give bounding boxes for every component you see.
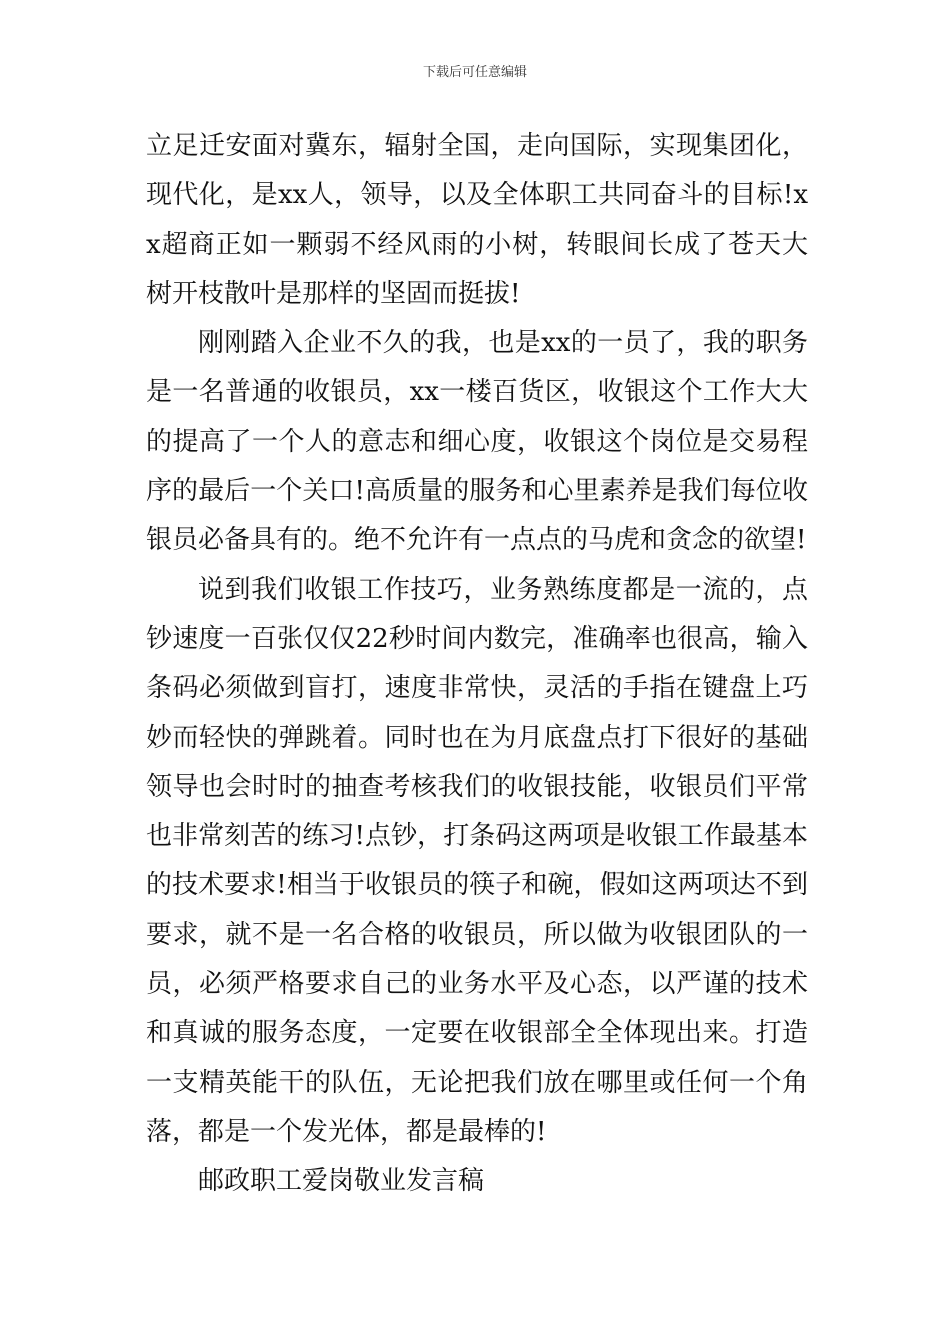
paragraph-intro: 立足迁安面对冀东，辐射全国，走向国际，实现集团化，现代化，是xx人，领导，以及全体职工共同奋斗的目标!xx超商正如一颗弱不经风雨的小树，转眼间长成了苍天大树开枝散叶是那样的坚固而挺拔! — [146, 131, 808, 309]
paragraph-cashier-role: 刚刚踏入企业不久的我，也是xx的一员了，我的职务是一名普通的收银员，xx一楼百货区，收银这个工作大大的提高了一个人的意志和细心度，收银这个岗位是交易程序的最后一个关口!高质量的服务和心里素养是我们每位收银员必备具有的。绝不允许有一点点的马虎和贪念的欲望! — [146, 328, 808, 556]
paragraph-cashier-skills: 说到我们收银工作技巧，业务熟练度都是一流的，点钞速度一百张仅仅22秒时间内数完，准确率也很高，输入条码必须做到盲打，速度非常快，灵活的手指在键盘上巧妙而轻快的弹跳着。同时也在为月底盘点打下很好的基础领导也会时时的抽查考核我们的收银技能，收银员们平常也非常刻苦的练习!点钞，打条码这两项是收银工作最基本的技术要求!相当于收银员的筷子和碗，假如这两项达不到要求，就不是一名合格的收银员，所以做为收银团队的一员，必须严格要求自己的业务水平及心态，以严谨的技术和真诚的服务态度，一定要在收银部全全体现出来。打造一支精英能干的队伍，无论把我们放在哪里或任何一个角落，都是一个发光体，都是最棒的! — [146, 574, 808, 1147]
paragraph-next-title: 邮政职工爱岗敬业发言稿 — [198, 1166, 485, 1197]
document-body — [146, 122, 808, 1207]
page-header: 下载后可任意编辑 — [422, 65, 527, 80]
